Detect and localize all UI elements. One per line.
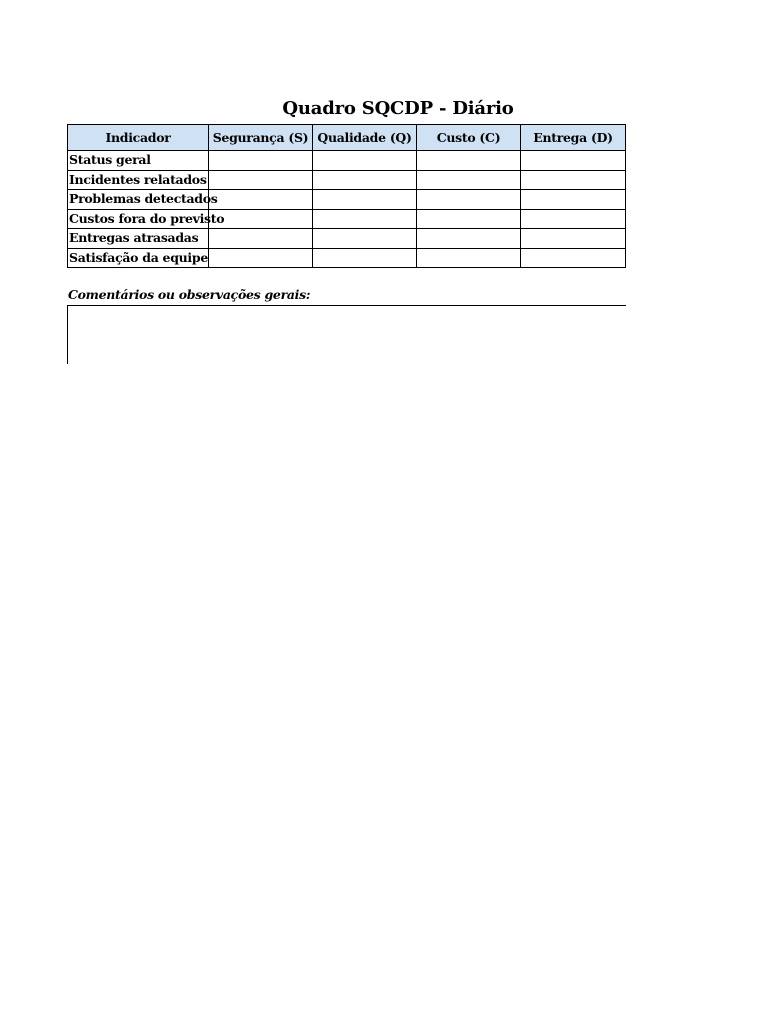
- table-row: [68, 170, 626, 190]
- cell-custo[interactable]: [417, 190, 521, 210]
- header-custo: Custo (C): [417, 125, 521, 151]
- comments-input-area[interactable]: [67, 305, 626, 364]
- cell-qualidade[interactable]: [313, 190, 417, 210]
- table-row: [68, 151, 626, 171]
- cell-seguranca[interactable]: [209, 190, 313, 210]
- header-qualidade: Qualidade (Q): [313, 125, 417, 151]
- table-row: [68, 248, 626, 268]
- row-label-status-geral: Status geral: [68, 151, 209, 171]
- cell-custo[interactable]: [417, 151, 521, 171]
- cell-entrega[interactable]: [521, 229, 626, 249]
- header-entrega: Entrega (D): [521, 125, 626, 151]
- cell-qualidade[interactable]: [313, 248, 417, 268]
- cell-custo[interactable]: [417, 209, 521, 229]
- cell-seguranca[interactable]: [209, 170, 313, 190]
- cell-seguranca[interactable]: [209, 209, 313, 229]
- cell-custo[interactable]: [417, 229, 521, 249]
- page-title: Quadro SQCDP - Diário: [282, 98, 514, 119]
- table-header-row: [68, 125, 626, 151]
- comments-label: Comentários ou observações gerais:: [68, 287, 311, 302]
- row-label-problemas: Problemas detectados: [68, 190, 209, 210]
- header-seguranca: Segurança (S): [209, 125, 313, 151]
- cell-entrega[interactable]: [521, 190, 626, 210]
- cell-entrega[interactable]: [521, 170, 626, 190]
- cell-seguranca[interactable]: [209, 229, 313, 249]
- cell-qualidade[interactable]: [313, 151, 417, 171]
- table-row: [68, 190, 626, 210]
- cell-custo[interactable]: [417, 248, 521, 268]
- cell-qualidade[interactable]: [313, 229, 417, 249]
- table-row: [68, 209, 626, 229]
- cell-entrega[interactable]: [521, 248, 626, 268]
- cell-entrega[interactable]: [521, 209, 626, 229]
- cell-qualidade[interactable]: [313, 170, 417, 190]
- table-row: [68, 229, 626, 249]
- row-label-satisfacao: Satisfação da equipe: [68, 248, 209, 268]
- row-label-entregas: Entregas atrasadas: [68, 229, 209, 249]
- cell-entrega[interactable]: [521, 151, 626, 171]
- row-label-incidentes: Incidentes relatados: [68, 170, 209, 190]
- cell-seguranca[interactable]: [209, 151, 313, 171]
- cell-custo[interactable]: [417, 170, 521, 190]
- sqcdp-table: [67, 124, 626, 268]
- row-label-custos: Custos fora do previsto: [68, 209, 209, 229]
- cell-seguranca[interactable]: [209, 248, 313, 268]
- cell-qualidade[interactable]: [313, 209, 417, 229]
- header-indicador: Indicador: [68, 125, 209, 151]
